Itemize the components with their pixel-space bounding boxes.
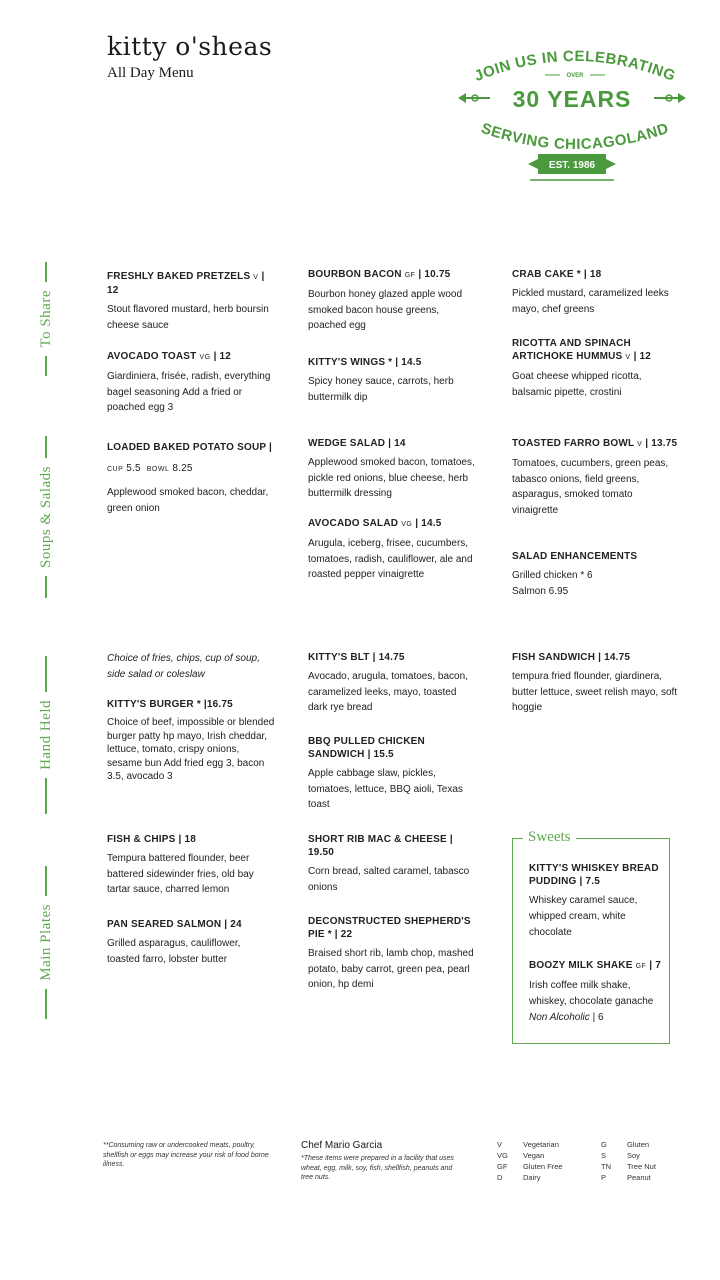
section-soups-salads-label: Soups & Salads bbox=[37, 466, 54, 569]
menu-item-short-rib: SHORT RIB MAC & CHEESE | 19.50 Corn bread, salted caramel, tabasco onions bbox=[308, 834, 470, 893]
menu-item-fish-sandwich: FISH SANDWICH | 14.75 tempura fried flounder, giardinera, butter lettuce, sweet relish mayo, soft hoggie bbox=[512, 652, 678, 713]
menu-item-bread-pudding: KITTY'S WHISKEY BREAD PUDDING | 7.5 Whiskey caramel sauce, whipped cream, white chocolate bbox=[529, 863, 659, 938]
menu-item-burger: KITTY'S BURGER * |16.75 Choice of beef, impossible or blended burger patty hp mayo, Irish cheddar, lettuce, tomato, crispy onions, sesame bun Add fried egg 3, bacon 3.5, avocado 3 bbox=[107, 699, 275, 782]
menu-item-pretzels: FRESHLY BAKED PRETZELS V | 12 Stout flavored mustard, herb boursin cheese sauce bbox=[107, 271, 269, 331]
legend-row: G Gluten bbox=[601, 1140, 650, 1149]
badge-over: OVER bbox=[566, 73, 584, 79]
legend-row: VG Vegan bbox=[497, 1151, 545, 1160]
legend-row: GF Gluten Free bbox=[497, 1162, 563, 1171]
menu-item-farro-bowl: TOASTED FARRO BOWL V | 13.75 Tomatoes, cucumbers, green peas, tabasco onions, field greens, asparagus, smoked tomato vinaigrette bbox=[512, 438, 678, 516]
legend-row: TN Tree Nut bbox=[601, 1162, 656, 1171]
menu-item-fish-chips: FISH & CHIPS | 18 Tempura battered flounder, beer battered sidewinder fries, old bay tartar sauce, charred lemon bbox=[107, 834, 254, 895]
menu-item-bourbon-bacon: BOURBON BACON GF | 10.75 Bourbon honey glazed apple wood smoked bacon house greens, poached egg bbox=[308, 269, 463, 331]
anniversary-badge bbox=[450, 40, 700, 195]
legend-row: D Dairy bbox=[497, 1173, 541, 1182]
section-to-share bbox=[26, 262, 66, 388]
left-arrow-icon bbox=[458, 93, 466, 103]
section-sweets-label: Sweets bbox=[523, 829, 576, 846]
menu-item-baked-potato: LOADED BAKED POTATO SOUP | CUP 5.5 BOWL 8.25 Applewood smoked bacon, cheddar, green onion bbox=[107, 442, 273, 514]
section-hand-held-label: Hand Held bbox=[37, 700, 54, 770]
sweets-box bbox=[512, 829, 670, 1044]
badge-est: EST. 1986 bbox=[548, 160, 596, 171]
menu-item-crab-cake: CRAB CAKE * | 18 Pickled mustard, caramelized leeks mayo, chef greens bbox=[512, 269, 669, 315]
badge-years: 30 YEARS bbox=[512, 86, 632, 112]
hand-held-note: Choice of fries, chips, cup of soup, side salad or coleslaw bbox=[107, 653, 260, 680]
legend-row: V Vegetarian bbox=[497, 1140, 559, 1149]
brand-name: kitty o'sheas bbox=[107, 32, 273, 61]
menu-item-avocado-toast: AVOCADO TOAST VG | 12 Giardiniera, frisée, radish, everything bagel seasoning Add a fried or poached egg 3 bbox=[107, 351, 271, 413]
badge-line3: SERVING CHICAGOLAND bbox=[478, 119, 672, 154]
brand-header bbox=[107, 32, 272, 82]
section-hand-held bbox=[26, 656, 66, 826]
menu-item-salmon: PAN SEARED SALMON | 24 Grilled asparagus, cauliflower, toasted farro, lobster butter bbox=[107, 919, 242, 965]
menu-item-salad-enhancements: SALAD ENHANCEMENTS Grilled chicken * 6 Salmon 6.95 bbox=[512, 551, 638, 597]
raw-food-warning: **Consuming raw or undercooked meats, poultry, shellfish or eggs may increase your risk of food borne illness. bbox=[103, 1142, 269, 1168]
menu-item-kittys-wings: KITTY'S WINGS * | 14.5 Spicy honey sauce, carrots, herb buttermilk dip bbox=[308, 357, 454, 403]
menu-subtitle: All Day Menu bbox=[107, 65, 194, 81]
legend-row: P Peanut bbox=[601, 1173, 651, 1182]
menu-item-milkshake: BOOZY MILK SHAKE GF | 7 Irish coffee milk shake, whiskey, chocolate ganache Non Alcoholic | 6 bbox=[529, 960, 662, 1023]
badge-line1: JOIN US IN CELEBRATING bbox=[472, 47, 678, 85]
section-soups-salads bbox=[26, 436, 66, 614]
right-arrow-icon bbox=[678, 93, 686, 103]
allergen-note: *These items were prepared in a facility that uses wheat, egg, milk, soy, fish, shellfish, peanuts and tree nuts. bbox=[301, 1155, 454, 1181]
menu-item-shepherds-pie: DECONSTRUCTED SHEPHERD'S PIE * | 22 Braised short rib, lamb chop, mashed potato, baby carrot, green pea, pearl onion, hp demi bbox=[308, 916, 474, 990]
section-to-share-label: To Share bbox=[37, 290, 54, 348]
legend-row: S Soy bbox=[601, 1151, 640, 1160]
menu-item-wedge-salad: WEDGE SALAD | 14 Applewood smoked bacon, tomatoes, pickle red onions, blue cheese, herb buttermilk dressing bbox=[308, 438, 475, 499]
menu-item-blt: KITTY'S BLT | 14.75 Avocado, arugula, tomatoes, bacon, caramelized leeks, mayo, toasted dark rye bread bbox=[308, 652, 468, 713]
chef-name: Chef Mario Garcia bbox=[301, 1140, 383, 1151]
menu-item-hummus: RICOTTA AND SPINACH ARTICHOKE HUMMUS V | 12 Goat cheese whipped ricotta, balsamic pipette, crostini bbox=[512, 338, 652, 398]
legend-left bbox=[497, 1139, 563, 1183]
legend-right bbox=[601, 1139, 656, 1183]
section-main-plates bbox=[26, 866, 66, 1024]
section-main-plates-label: Main Plates bbox=[37, 904, 54, 981]
menu-item-avocado-salad: AVOCADO SALAD VG | 14.5 Arugula, iceberg, frisee, cucumbers, tomatoes, radish, cauliflower, ale and roasted pepper vinaigrette bbox=[308, 518, 473, 580]
menu-item-bbq-chicken: BBQ PULLED CHICKEN SANDWICH | 15.5 Apple cabbage slaw, pickles, tomatoes, lettuce, BBQ aioli, Texas toast bbox=[308, 736, 463, 810]
